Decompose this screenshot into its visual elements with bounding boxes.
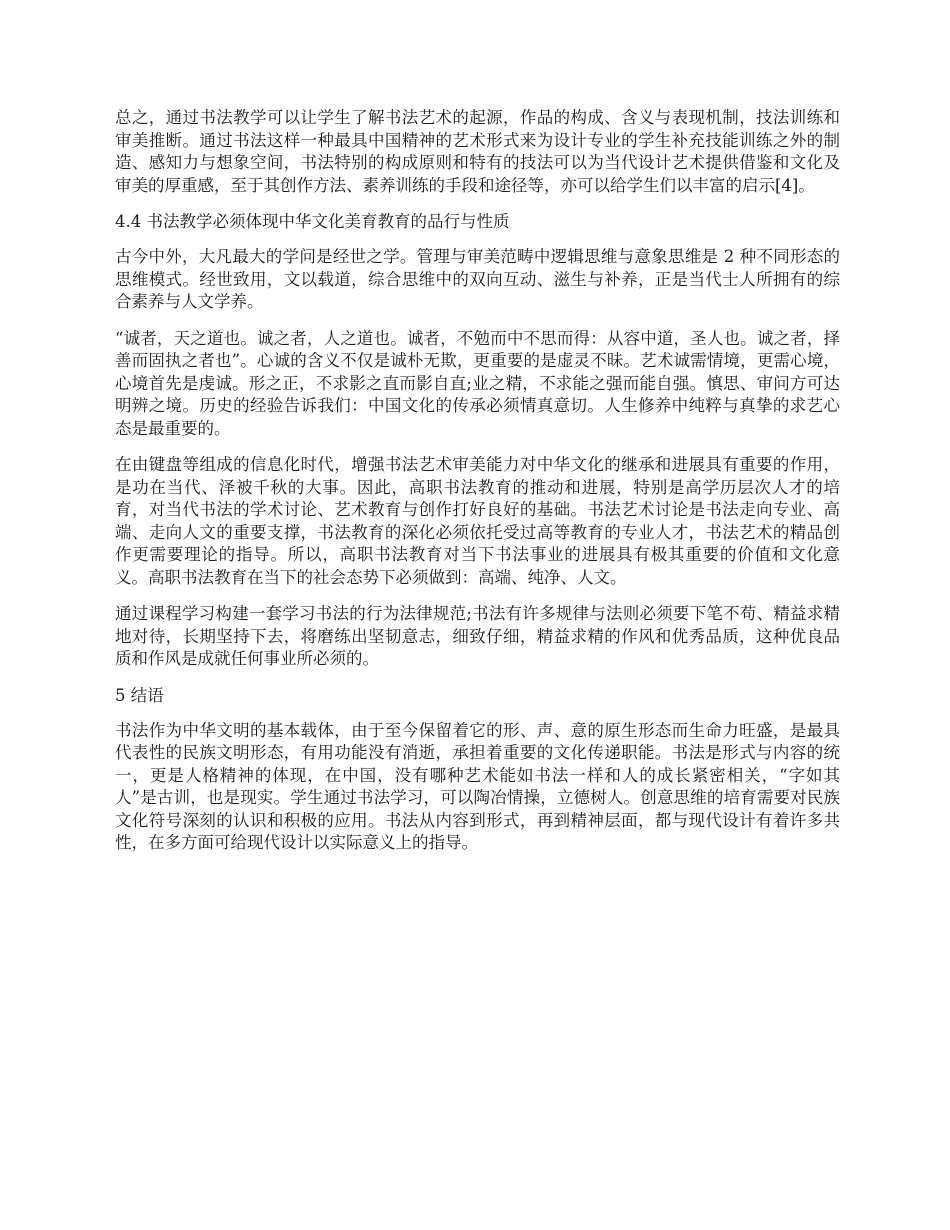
section-heading-4-4: 4.4 书法教学必须体现中华文化美育教育的品行与性质 xyxy=(115,212,510,231)
paragraph-course-norms: 通过课程学习构建一套学习书法的行为法律规范;书法有许多规律与法则必须要下笔不苟、精益求精地对待，长期坚持下去，将磨练出坚韧意志，细致仔细，精益求精的作风和优秀品质，这种优良品质和作风是成就任何事业所必须的。 xyxy=(115,604,840,668)
paragraph-conclusion: 书法作为中华文明的基本载体，由于至今保留着它的形、声、意的原生形态而生命力旺盛，是最具代表性的民族文明形态，有用功能没有消逝，承担着重要的文化传递职能。书法是形式与内容的统一，更是人格精神的体现，在中国，没有哪种艺术能如书法一样和人的成长紧密相关，“字如其人”是古训，也是现实。学生通过书法学习，可以陶冶情操，立德树人。创意思维的培育需要对民族文化符号深刻的认识和积极的应用。书法从内容到形式，再到精神层面，都与现代设计有着许多共性，在多方面可给现代设计以实际意义上的指导。 xyxy=(115,720,840,852)
paragraph-information-age: 在由键盘等组成的信息化时代，增强书法艺术审美能力对中华文化的继承和进展具有重要的作用，是功在当代、泽被千秋的大事。因此，高职书法教育的推动和进展，特别是高学历层次人才的培育，对当代书法的学术讨论、艺术教育与创作打好良好的基础。书法艺术讨论是书法走向专业、高端、走向人文的重要支撑，书法教育的深化必须依托受过高等教育的专业人才，书法艺术的精品创作更需要理论的指导。所以，高职书法教育对当下书法事业的进展具有极其重要的价值和文化意义。高职书法教育在当下的社会态势下必须做到：高端、纯净、人文。 xyxy=(115,455,840,587)
document-body xyxy=(115,107,840,869)
paragraph-sincerity-quote: “诚者，天之道也。诚之者，人之道也。诚者，不勉而中不思而得：从容中道，圣人也。诚之者，择善而固执之者也”。心诚的含义不仅是诚朴无欺，更重要的是虚灵不昧。艺术诚需情境，更需心境，心境首先是虔诚。形之正，不求影之直而影自直;业之精，不求能之强而能自强。慎思、审问方可达明辨之境。历史的经验告诉我们：中国文化的传承必须情真意切。人生修养中纯粹与真挚的求艺心态是最重要的。 xyxy=(115,328,840,438)
paragraph-summary: 总之，通过书法教学可以让学生了解书法艺术的起源，作品的构成、含义与表现机制，技法训练和审美推断。通过书法这样一种最具中国精神的艺术形式来为设计专业的学生补充技能训练之外的制造、感知力与想象空间，书法特别的构成原则和特有的技法可以为当代设计艺术提供借鉴和文化及审美的厚重感，至于其创作方法、素养训练的手段和途径等，亦可以给学生们以丰富的启示[4]。 xyxy=(115,108,840,195)
section-heading-conclusion: 5 结语 xyxy=(115,685,164,705)
paragraph-classic-learning: 古今中外，大凡最大的学问是经世之学。管理与审美范畴中逻辑思维与意象思维是 2 种不同形态的思维模式。经世致用，文以载道，综合思维中的双向互动、滋生与补养，正是当代士人所拥有的综合素养与人文学养。 xyxy=(115,247,840,311)
